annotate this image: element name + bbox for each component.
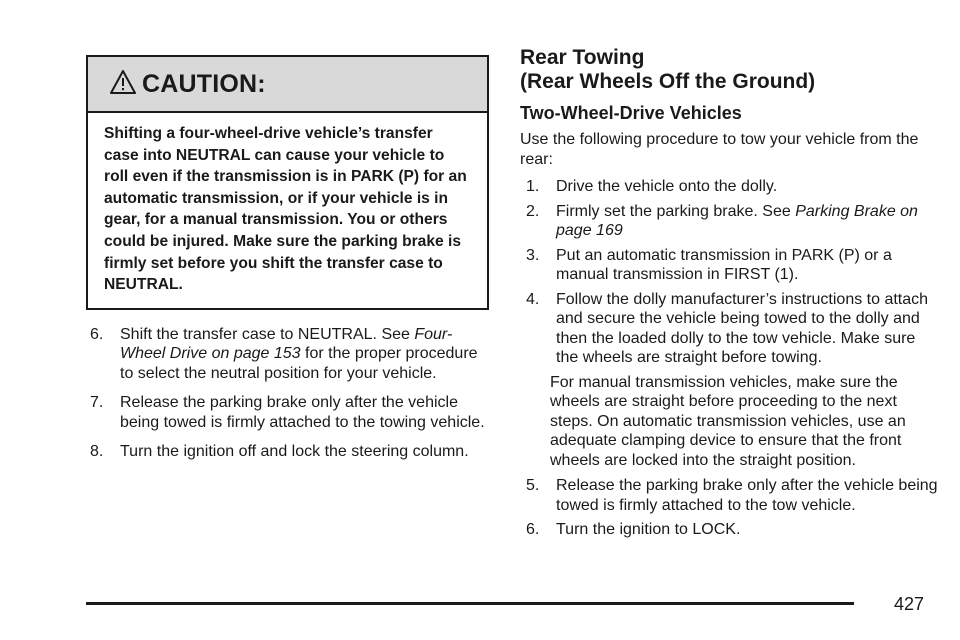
warning-triangle-icon (110, 69, 136, 95)
caution-text: Shifting a four-wheel-drive vehicle’s transfer case into NEUTRAL can cause your vehicle to roll even if the transmission is in PARK (P) for an automatic transmission, or if your vehicle is in gear, for a manual transmission. You or others could be injured. Make sure the parking brake is firmly set before you shift the transfer case to NEUTRAL. (104, 125, 467, 294)
right-step-list-continued (520, 476, 940, 540)
footer-rule (86, 602, 854, 605)
page-number: 427 (893, 594, 924, 614)
list-item: 6. Shift the transfer case to NEUTRAL. See Four-Wheel Drive on page 153 for the proper procedure to select the neutral position for your vehicle. (90, 325, 478, 382)
list-item: 4. Follow the dolly manufacturer’s instructions to attach and secure the vehicle being towed to the dolly and then the loaded dolly to the tow vehicle. Make sure the wheels are straight before towing. (526, 290, 929, 366)
note-paragraph: For manual transmission vehicles, make sure the wheels are straight before proceeding to the next steps. On automatic transmission vehicles, use an adequate clamping device to ensure that the front wheels are locked into the straight position. (550, 373, 906, 469)
right-step-list (520, 177, 940, 368)
left-column (86, 55, 489, 472)
list-item: 8. Turn the ignition off and lock the steering column. (90, 443, 469, 461)
cross-reference-link[interactable]: Four-Wheel Drive on page 153 (120, 325, 453, 363)
caution-box (86, 55, 489, 310)
right-column (520, 46, 940, 545)
intro-paragraph: Use the following procedure to tow your vehicle from the rear: (520, 131, 919, 168)
list-item: 6. Turn the ignition to LOCK. (526, 521, 741, 538)
caution-title: CAUTION: (142, 69, 266, 98)
section-subtitle: Two-Wheel-Drive Vehicles (520, 103, 742, 123)
list-item: 1. Drive the vehicle onto the dolly. (526, 178, 778, 195)
list-item: 2. Firmly set the parking brake. See Parking Brake on page 169 (526, 202, 918, 239)
caution-header (88, 57, 487, 113)
section-title: Rear Towing (Rear Wheels Off the Ground) (520, 46, 816, 93)
cross-reference-link[interactable]: Parking Brake on page 169 (556, 202, 918, 239)
list-item: 3. Put an automatic transmission in PARK (P) or a manual transmission in FIRST (1). (526, 246, 892, 283)
list-item: 7. Release the parking brake only after the vehicle being towed is firmly attached to the towing vehicle. (90, 394, 485, 431)
left-step-list (86, 325, 489, 462)
list-item: 5. Release the parking brake only after the vehicle being towed is firmly attached to the tow vehicle. (526, 477, 938, 514)
